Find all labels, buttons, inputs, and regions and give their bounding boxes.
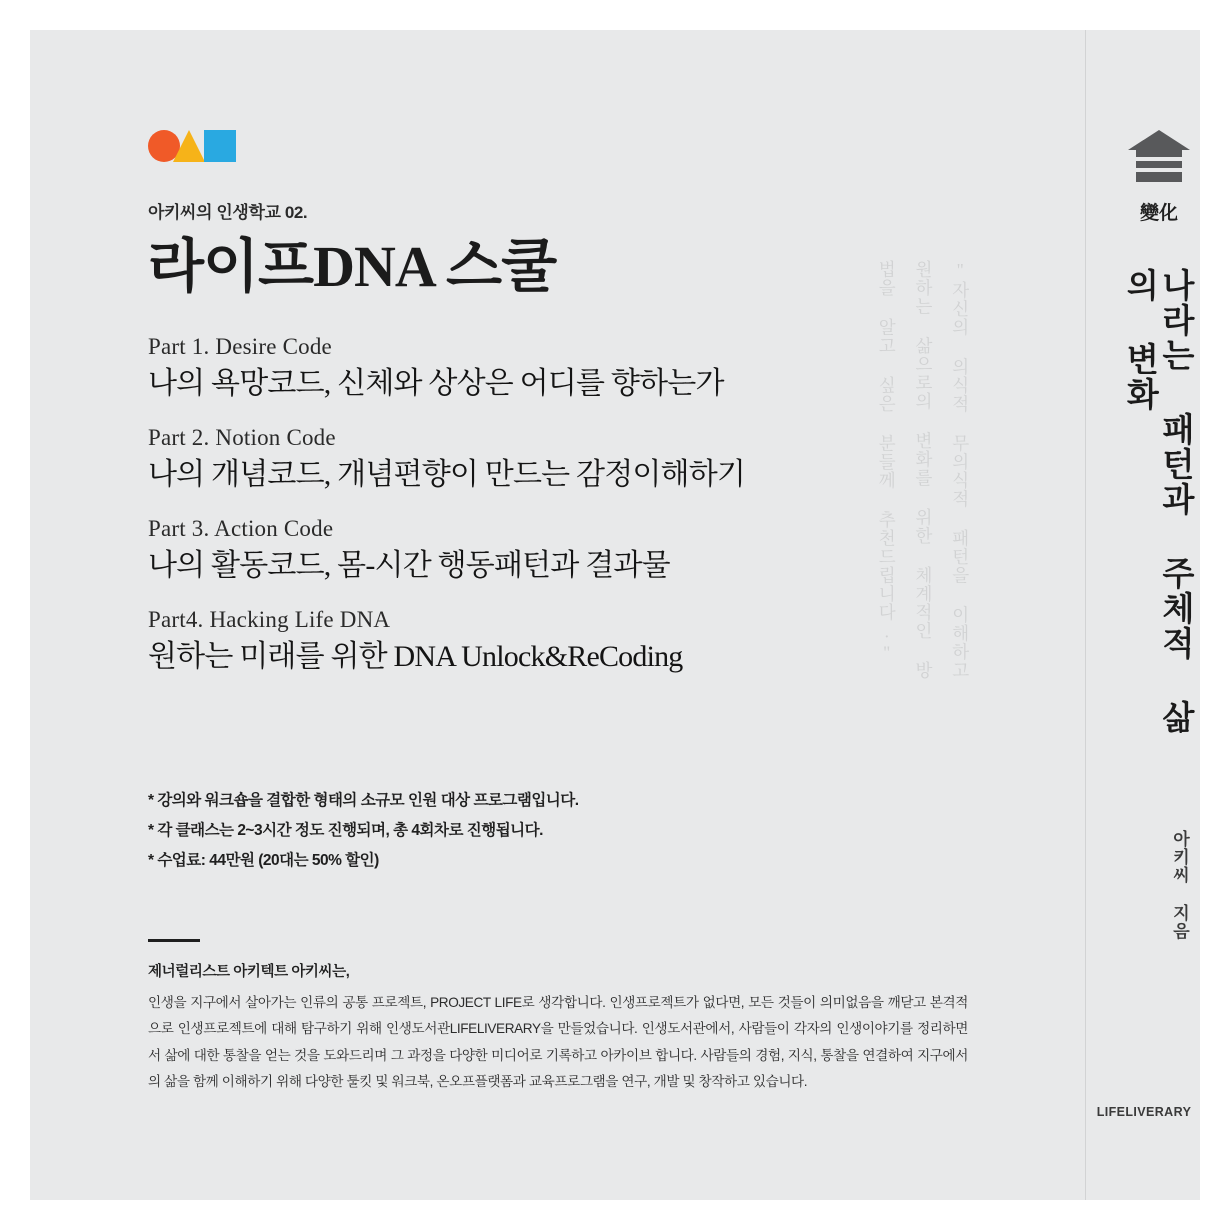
house-stripe-shape	[1136, 168, 1182, 172]
bio-title: 제너럴리스트 아키텍트 아키씨는,	[148, 963, 350, 980]
section-divider	[148, 939, 200, 942]
part-item	[148, 425, 848, 494]
house-stripe-shape	[1136, 157, 1182, 161]
akissi-logo	[148, 130, 228, 162]
series-eyebrow: 아키씨의 인생학교 02.	[148, 203, 308, 222]
part-label: Part 1. Desire Code	[148, 333, 332, 359]
part-item	[148, 334, 848, 403]
part-text: 나의 욕망코드, 신체와 상상은 어디를 향하는가	[148, 366, 724, 400]
note-item: * 각 클래스는 2~3시간 정도 진행되며, 총 4회차로 진행됩니다.	[148, 822, 543, 840]
part-text: 나의 개념코드, 개념편향이 만드는 감정이해하기	[148, 457, 746, 491]
page-title: 라이프DNA 스쿨	[148, 234, 557, 299]
part-label: Part4. Hacking Life DNA	[148, 606, 391, 632]
quote-watermark: "자신의 의식적 무의식적 패턴을 이해하고 원하는 삶으로의 변화를 위한 체계적인 방법을 알고 싶은 분들께 추천드립니다."	[876, 260, 971, 680]
logo-square-shape	[204, 130, 236, 162]
bio-body: 인생을 지구에서 살아가는 인류의 공통 프로젝트, PROJECT LIFE로 생각합니다. 인생프로젝트가 없다면, 모든 것들이 의미없음을 깨닫고 본격적으로 인생프로젝트에 대해 탐구하기 위해 인생도서관LIFELIVERARY을 만들었습니다. 인생도서관에서, 사람들이 각자의 인생이야기를 정리하면서 삶에 대한 통찰을 얻는 것을 도와드리며 그 과정을 다양한 미디어로 기록하고 아카이브 합니다. 사람들의 경험, 지식, 통찰을 연결하여 지구에서의 삶을 함께 이해하기 위해 다양한 툴킷 및 워크북, 온오프플랫폼과 교육프로그램을 연구, 개발 및 창작하고 있습니다.	[148, 994, 968, 1090]
logo-triangle-shape	[173, 130, 205, 162]
part-label: Part 3. Action Code	[148, 515, 334, 541]
vertical-author: 아키씨 지음	[1170, 830, 1189, 940]
house-roof-shape	[1128, 130, 1190, 150]
hanja-label: 變化	[1139, 203, 1178, 224]
poster-canvas	[30, 30, 1200, 1200]
brand-wordmark: LIFELIVERARY	[1096, 1105, 1192, 1119]
house-icon	[1128, 130, 1190, 182]
part-text: 나의 활동코드, 몸-시간 행동패턴과 결과물	[148, 548, 670, 582]
part-label: Part 2. Notion Code	[148, 424, 336, 450]
note-item: * 강의와 워크숍을 결합한 형태의 소규모 인원 대상 프로그램입니다.	[148, 791, 579, 809]
part-item	[148, 607, 848, 676]
vertical-divider	[1085, 30, 1086, 1200]
notes-list	[148, 786, 848, 877]
note-item: * 수업료: 44만원 (20대는 50% 할인)	[148, 852, 379, 870]
house-body-shape	[1136, 148, 1182, 182]
part-item	[148, 516, 848, 585]
part-text: 원하는 미래를 위한 DNA Unlock&ReCoding	[148, 639, 683, 673]
vertical-book-title: 나라는 패턴과 주체적 삶의 변화	[1122, 268, 1195, 735]
